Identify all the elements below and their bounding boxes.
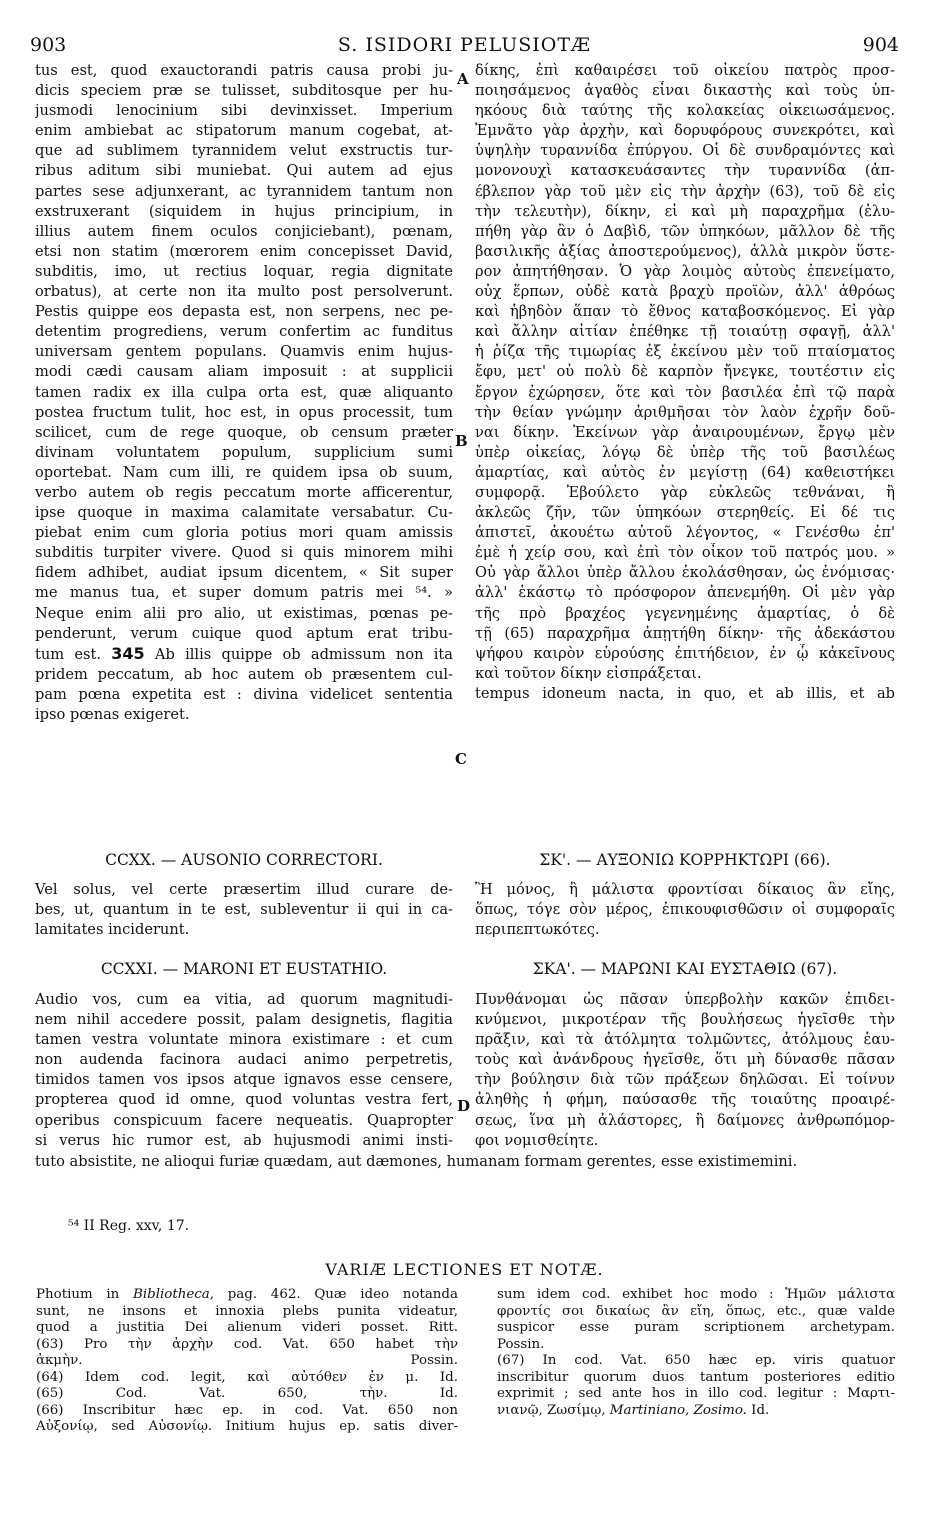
latin-line: penderunt, verum cuique quod aptum erat tribu- [35,624,453,642]
latin-line: divinam voluntatem populum, supplicium sumi [35,443,453,461]
section-221-latin-line: si verus hic rumor est, ab hujusmodi animi insti- [35,1131,453,1149]
latin-line: Pestis quippe eos depasta est, non serpens, nec pe- [35,303,453,321]
greek-line: τὴν θείαν γνώμην ἀριθμῆσαι τὸν λαὸν ἐχρῆν δοῦ- [475,403,895,421]
latin-text: Ab illis quippe ob admissum non ita [144,645,453,663]
greek-line: ποιησάμενος ἀγαθὸς εἶναι δικαστὴς καὶ τοὺς ὑπ- [475,82,895,100]
latin-line: que ad sublimem tyrannidem velut exstructis tur- [35,142,453,160]
margin-mark-a: A [457,70,469,88]
section-221-latin-text [35,990,453,1151]
section-221-latin-line: tamen vestra voluntate minora existimare : et cum [35,1031,453,1049]
section-221-latin-heading: CCXXI. — MARONI ET EUSTATHIO. [100,960,388,978]
section-221-latin-line: non audenda facinora audaci animo perpetretis, [35,1051,453,1069]
greek-line: ὑψηλὴν τυραννίδα ἐπύργου. Οἱ δὲ συνδραμόντες καὶ [475,142,895,160]
note-line: Photium in Bibliotheca, pag. 462. Quæ ideo notanda [36,1287,458,1302]
section-220-greek-line: περιπεπτωκότες. [475,921,600,939]
section-221-greek-line: τὴν βούλησιν διὰ τῶν πράξεων δηλῶσαι. Εἰ τοίνυν [475,1071,895,1089]
greek-line: ἔργον ἐχώρησεν, ὅτε καὶ τὸν βασιλέα ἐπὶ τῷ παρὰ [475,383,895,401]
section-220-greek-line: ὅπως, τόγε σὸν μέρος, ἐπικουφισθῶσιν οἱ συμφοραῖς [475,901,895,919]
section-221-greek-line: σεως, ἵνα μὴ ἀλάστορες, ἢ δαίμονες ἀνθρωπόμορ- [475,1111,895,1129]
running-header [30,34,899,60]
section-221-latin-line: operibus conspicuum facere nequeatis. Quapropter [35,1111,453,1129]
latin-line: subditis, imo, ut rectius loquar, regia dignitate [35,262,453,280]
latin-line: ipse quoque in maxima calamitate versabatur. Cu- [35,504,453,522]
greek-line: τὴν τελευτὴν), δίκην, εἰ καὶ μὴ παραχρῆμα (ἐλυ- [475,202,895,220]
section-220-greek-line: Ἢ μόνος, ἢ μάλιστα φροντίσαι δίκαιος ἂν εἴης, [475,881,895,898]
section-221-greek-text [475,990,895,1151]
notes-right-column [497,1287,895,1419]
latin-text: tum est. [35,645,112,663]
greek-line: ἀπιστεῖ, ἀκουέτω αὐτοῦ λέγοντος, « Γενέσθω ἐπ' [475,524,895,542]
section-221-greek-heading: ΣΚΑ'. — ΜΑΡΩΝΙ ΚΑΙ ΕΥΣΤΑΘΙΩ (67). [532,960,838,978]
greek-column-latin-continuation: tempus idoneum nacta, in quo, et ab illis, et ab [475,684,895,702]
greek-line: ηκόους διὰ ταύτης τῆς κολακείας οἰκειωσάμενος. [475,102,895,120]
section-220-greek-heading: ΣΚ'. — ΑΥΞΟΝΙΩ ΚΟΡΡΗΚΤΩΡΙ (66). [539,851,831,869]
greek-line: τῆς πρὸ βραχέος γεγενημένης ἁμαρτίας, ὁ δὲ [475,604,895,622]
note-line: inscribitur quorum duos tantum posteriores editio [497,1369,895,1385]
section-221-greek-line: τοὺς καὶ ἀνάνδρους ἡγεῖσθε, ὅτι μὴ δύνασθε πᾶσαν [475,1051,895,1069]
latin-line: fidem adhibet, audiat ipsum dicentem, « Sit super [35,564,453,582]
note-line: (67) In cod. Vat. 650 hæc ep. viris quatuor [497,1353,895,1368]
latin-line: dicis speciem præ se tulisset, subditosque per hu- [35,82,453,100]
notes-left-column [36,1287,458,1436]
page-number-right: 904 [862,34,899,56]
greek-line: ἀλλ' ἑκάστῳ τὸ πρόσφορον ἀπενεμήθη. Οἱ μὲν γὰρ [475,584,895,602]
greek-line: οὐχ ἕρπων, οὐδὲ κατὰ βραχὺ προϊὼν, ἀλλ' ἀθρόως [475,283,895,301]
running-title: S. ISIDORI PELUSIOTÆ [337,34,592,56]
note-line: Possin. [497,1336,545,1352]
section-220-greek-text [475,880,895,940]
section-221-greek-line: ἀληθὴς ἡ φήμη, παύσασθε τῆς τοιαύτης προαιρέ- [475,1091,895,1109]
latin-line: pridem peccatum, ab hoc autem ob præsentem cul- [35,665,453,683]
greek-line: ἔφυ, μετ' οὐ πολὺ δὲ καρπὸν ἤνεγκε, τουτέστιν εἰς [475,363,895,381]
greek-line: ναι δίκην. Ἐκείνων γὰρ ἀναιρουμένων, ἔργῳ μὲν [475,423,895,441]
latin-line: pam pœna expetita est : divina videlicet sententia [35,685,453,703]
latin-line: oportebat. Nam cum illi, re quidem ipsa ob suum, [35,463,453,481]
note-line: suspicor esse puram scriptionem archetypam. [497,1320,895,1335]
note-line: sunt, ne insons et innoxia plebs punita videatur, [36,1303,458,1319]
section-221-spanning-line: tuto absistite, ne alioqui furiæ quædam, aut dæmones, humanam formam gerentes, esse existimemini. [35,1153,798,1170]
latin-line: subditis turpiter vivere. Quod si quis minorem mihi [35,544,453,562]
latin-line: ipso pœnas exigeret. [35,706,190,723]
note-line: (63) Pro τὴν ἀρχὴν cod. Vat. 650 habet τὴν [36,1336,458,1352]
greek-line: έβλεπον γὰρ τοῦ μὲν εἰς τὴν ἀρχὴν (63), τοῦ δὲ εἰς [475,182,895,200]
latin-line: orbatus), at certe non ita multo post persolverunt. [35,283,453,301]
latin-line: jusmodi lenocinium sibi devinxisset. Imperium [35,102,453,120]
latin-line: universam gentem populans. Quamvis enim hujus- [35,343,453,361]
latin-line: tamen radix ex illa culpa orta est, quæ aliquanto [35,383,453,401]
note-line: exprimit ; sed ante hos in illo cod. legitur : Μαρτι- [497,1386,895,1401]
greek-line: τῇ (65) παραχρῆμα ἀπῃτήθη δίκην· τῆς ἀδεκάστου [475,624,895,642]
section-220-latin-line: Vel solus, vel certe præsertim illud curare de- [35,881,453,898]
latin-line: modi cædi causam aliam imposuit : at supplicii [35,363,453,381]
section-221-latin-line: Audio vos, cum ea vitia, ad quorum magnitudi- [35,991,453,1008]
greek-column [475,61,895,704]
latin-line: exstruxerant (siquidem in hujus principium, in [35,202,453,220]
note-line: ἀκμὴν. Possin. [36,1353,458,1368]
section-221-latin-line: timidos tamen vos ipsos atque ignavos esse censere, [35,1071,453,1089]
latin-line: postea fructum tulit, hoc est, in opus processit, tum [35,403,453,421]
footnote: ⁵⁴ II Reg. xxv, 17. [68,1218,190,1234]
greek-line: βασιλικῆς ἀξίας ἀποστερούμενος), ἀλλὰ μικρὸν ὕστε- [475,242,895,260]
latin-column [35,61,453,725]
greek-line: ἐμὲ ἡ χείρ σου, καὶ ἐπὶ τὸν οἶκον τοῦ πατρός μου. » [475,544,895,562]
latin-line: partes sese adjunxerant, ac tyrannidem tantum non [35,182,453,200]
note-line: φροντίς σοι δικαίως ἂν εἴη, ὅπως, etc., quæ valde [497,1303,895,1319]
section-221-latin-line: propterea quod id omne, quod voluntas vestra fert, [35,1091,453,1109]
greek-line: ἡ ῥίζα τῆς τιμωρίας ἐξ ἐκείνου μὲν τοῦ πταίσματος [475,343,895,361]
latin-line: ribus aditum sibi muniebat. Qui autem ad ejus [35,162,453,180]
greek-line: πήθη γὰρ ἂν ὁ Δαβὶδ, τῶν ὑπηκόων, μᾶλλον δὲ τῆς [475,222,895,240]
margin-mark-c: C [455,750,467,768]
section-220-latin-heading: CCXX. — AUSONIO CORRECTORI. [105,851,383,869]
note-line: quod a justitia Dei alienum videri posset. Ritt. [36,1320,458,1335]
note-line: νιανῷ, Ζωσίμῳ, Martiniano, Zosimo. Id. [497,1402,770,1418]
column-number-345: 345 [111,643,145,663]
section-221-greek-line: φοι νομισθείητε. [475,1131,599,1149]
section-221-greek-line: πρᾶξιν, καὶ τὰ ἀτόλμητα τολμῶντες, ἀτόλμους ἑαυ- [475,1031,895,1049]
greek-line: ἁμαρτίας, καὶ αὐτὸς ἐν μεγίστῃ (64) καθειστήκει [475,463,895,481]
latin-line: tus est, quod exauctorandi patris causa probi ju- [35,62,453,79]
section-221-greek-line: Πυνθάνομαι ὡς πᾶσαν ὑπερβολὴν κακῶν ἐπιδει- [475,991,895,1008]
latin-line: etsi non statim (mœrorem enim concepisset David, [35,242,453,260]
greek-line: καὶ τοῦτον δίκην εἰσπράξεται. [475,664,702,682]
note-line: (64) Idem cod. legit, καὶ αὐτόθεν ἐν μ. Id. [36,1369,458,1385]
latin-line-with-column-number [35,644,453,665]
greek-line: καὶ ἄλλην αἰτίαν ἐπέθηκε τῇ τοιαύτῃ σφαγῇ, ἀλλ' [475,323,895,341]
margin-mark-b: B [455,432,468,450]
latin-line: scilicet, cum de rege quoque, ob censum præter [35,423,453,441]
section-221-greek-line: κνύμενοι, μικροτέραν τῆς βουλήσεως ἡγεῖσθε τὴν [475,1011,895,1029]
section-220-latin-line: lamitates inciderunt. [35,921,190,939]
greek-line: Ἐμνᾶτο γὰρ ἀρχὴν, καὶ δορυφόρους συνεκρότει, καὶ [475,122,895,140]
latin-line: illius autem finem oculos conjiciebant), pœnam, [35,222,453,240]
latin-line: enim ambiebat ac stipatorum manum cogebat, at- [35,122,453,140]
section-221-latin-line: nem nihil accedere possit, palam designetis, flagitia [35,1011,453,1029]
latin-line: detentim progrediens, verum confertim ac funditus [35,323,453,341]
margin-mark-d: D [457,1097,471,1115]
greek-line: ρον ἀπητήθησαν. Ὁ γὰρ λοιμὸς αὐτοὺς ἐπενείματο, [475,262,895,280]
note-line: (65) Cod. Vat. 650, τὴν. Id. [36,1386,458,1401]
greek-line: δίκης, ἐπὶ καθαιρέσει τοῦ οἰκείου πατρὸς προσ- [475,62,895,79]
greek-line: ὑπὲρ οἰκείας, λόγῳ δὲ ὑπὲρ τῆς τοῦ βασιλέως [475,443,895,461]
note-line: (66) Inscribitur hæc ep. in cod. Vat. 650 non [36,1402,458,1418]
greek-line: ψήφου καιρὸν εὑρούσης ἐπιτήδειον, ἐν ᾧ κἀκεῖνους [475,644,895,662]
greek-line: συμφορᾷ. Ἐβούλετο γὰρ εὐκλεῶς τεθνάναι, ἢ [475,483,895,501]
section-220-latin-text [35,880,453,940]
greek-line: Οὐ γὰρ ἄλλοι ὑπὲρ ἄλλου ἐκολάσθησαν, ὡς ἐνόμισας· [475,564,895,582]
greek-line: καὶ ἡβηδὸν ἅπαν τὸ ἔθνος καταβοσκόμενος. Εἰ γὰρ [475,303,895,321]
latin-line: Neque enim alii pro alio, ut existimas, pœnas pe- [35,604,453,622]
variae-lectiones-title: VARIÆ LECTIONES ET NOTÆ. [325,1260,604,1279]
note-line: sum idem cod. exhibet hoc modo : Ἡμῶν μάλιστα [497,1287,895,1302]
page-number-left: 903 [30,34,67,56]
latin-line: piebat enim cum gloria potius mori quam amissis [35,524,453,542]
note-line: Αὐξονίῳ, sed Αὐσονίῳ. Initium hujus ep. satis diver- [36,1419,458,1434]
greek-line: μονονουχὶ κατασκευάσαντες τὴν τυραννίδα (ἀπ- [475,162,895,180]
latin-line: me manus tua, et super domum patris mei ⁵⁴. » [35,584,453,602]
latin-line: verbo autem ob regis peccatum morte afficerentur, [35,483,453,501]
section-220-latin-line: bes, ut, quantum in te est, subleventur ii qui in ca- [35,901,453,919]
greek-line: ἀκλεῶς ζῆν, τῶν ὑπηκόων στερηθείς. Εἰ δέ τις [475,504,895,522]
